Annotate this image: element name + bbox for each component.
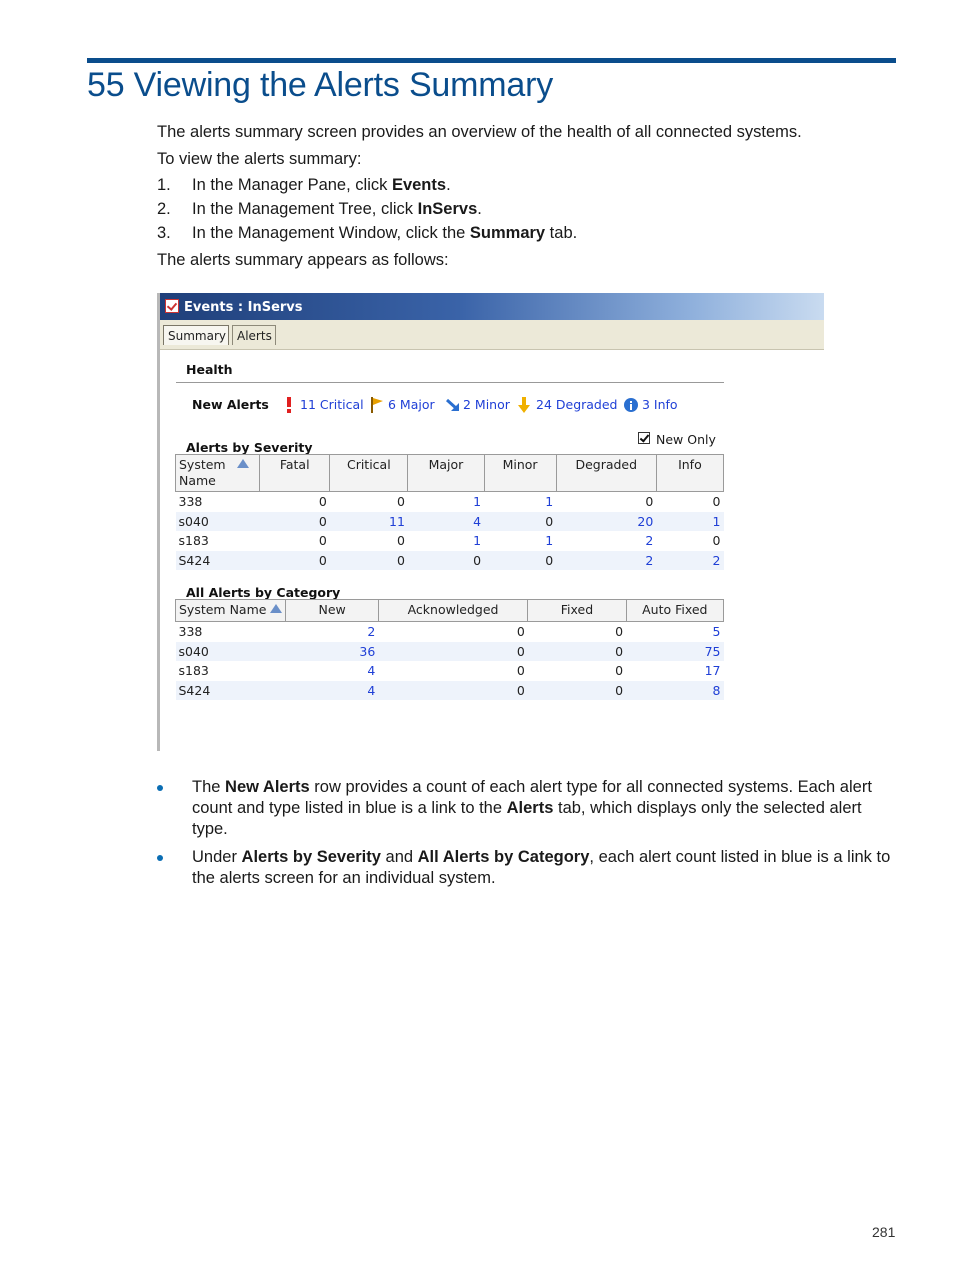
cell-info: 0: [712, 494, 721, 510]
step-bold: Events: [391, 176, 447, 194]
cell-system-name: s183: [178, 663, 209, 679]
step-1: [157, 176, 451, 195]
step-text-end: .: [446, 176, 451, 194]
cell-critical: 0: [396, 494, 405, 510]
table-row: [176, 551, 724, 571]
step-number: 2.: [157, 200, 171, 218]
health-divider: [176, 382, 724, 383]
cell-system-name: s040: [176, 512, 260, 532]
column-header-new[interactable]: New: [286, 600, 378, 622]
window-title: Events : InServs: [184, 300, 303, 315]
sort-ascending-icon: [237, 459, 249, 468]
new-alerts-label: New Alerts: [192, 397, 269, 412]
arrow-down-icon: [518, 397, 530, 413]
to-view-text: To view the alerts summary:: [157, 150, 362, 168]
cell-info: 0: [712, 533, 721, 549]
tab-alerts[interactable]: Alerts: [232, 325, 276, 345]
column-header-minor[interactable]: Minor: [484, 455, 556, 492]
step-text: In the Management Tree, click: [192, 200, 418, 218]
cell-degraded-link[interactable]: 2: [556, 551, 656, 571]
table-row: [176, 681, 724, 701]
table-row: [176, 642, 724, 662]
alerts-summary-screenshot: [157, 293, 824, 751]
table-row: [176, 512, 724, 532]
bullet-dot: [157, 785, 163, 791]
severity-header-row: [176, 455, 724, 492]
tab-strip: [160, 320, 824, 350]
column-header-major[interactable]: Major: [408, 455, 484, 492]
table-row: [176, 531, 724, 551]
category-header-row: [176, 600, 724, 622]
cell-system-name: 338: [178, 624, 203, 640]
page-number: 281: [872, 1224, 896, 1240]
category-table: [175, 599, 724, 700]
cell-system-name: s183: [178, 533, 209, 549]
flag-icon: [370, 397, 383, 413]
step-bold: Summary: [469, 224, 546, 242]
step-bold: InServs: [417, 200, 478, 218]
exclamation-icon: [284, 397, 294, 413]
column-header-acknowledged[interactable]: Acknowledged: [378, 600, 527, 622]
summary-panel: [160, 350, 824, 751]
table-row: [176, 622, 724, 642]
cell-acknowledged: 0: [516, 663, 525, 679]
minor-alert-link[interactable]: 2 Minor: [463, 397, 510, 412]
cell-acknowledged: 0: [516, 624, 525, 640]
step-text: In the Manager Pane, click: [192, 176, 392, 194]
column-header-fatal[interactable]: Fatal: [260, 455, 330, 492]
column-header-degraded[interactable]: Degraded: [556, 455, 656, 492]
bullet-dot: [157, 855, 163, 861]
cell-major-link[interactable]: 1: [473, 494, 482, 510]
cell-auto-fixed-link[interactable]: 5: [712, 624, 721, 640]
all-alerts-by-category-label: All Alerts by Category: [186, 585, 341, 600]
column-header-critical[interactable]: Critical: [330, 455, 408, 492]
cell-new-link[interactable]: 2: [367, 624, 376, 640]
cell-new-link[interactable]: 4: [367, 663, 376, 679]
new-only-label: New Only: [656, 432, 716, 447]
cell-fatal: 0: [318, 494, 327, 510]
cell-system-name: S424: [176, 551, 260, 571]
top-rule: [87, 58, 896, 63]
bullet-text: The New Alerts row provides a count of each alert type for all connected systems. Each alert count and type listed in blue is a link to the Alerts tab, which displays only the selected alert type.: [192, 778, 872, 838]
cell-minor: 0: [484, 551, 556, 571]
cell-degraded: 0: [645, 494, 654, 510]
cell-fatal: 0: [260, 551, 330, 571]
cell-degraded-link[interactable]: 20: [556, 512, 656, 532]
column-header-fixed[interactable]: Fixed: [528, 600, 626, 622]
bullet-text: Under Alerts by Severity and All Alerts by Category, each alert count listed in blue is a link to the alerts screen for an individual system.: [192, 848, 891, 887]
cell-new-link[interactable]: 36: [286, 642, 378, 662]
cell-auto-fixed-link[interactable]: 17: [704, 663, 721, 679]
cell-fixed: 0: [615, 663, 624, 679]
cell-critical: 0: [396, 533, 405, 549]
cell-system-name: 338: [178, 494, 203, 510]
cell-fixed: 0: [528, 642, 626, 662]
cell-minor-link[interactable]: 1: [545, 494, 554, 510]
major-alert-link[interactable]: 6 Major: [388, 397, 435, 412]
cell-new-link[interactable]: 4: [286, 681, 378, 701]
cell-fatal: 0: [260, 512, 330, 532]
appears-text: The alerts summary appears as follows:: [157, 251, 449, 269]
page-title: 55 Viewing the Alerts Summary: [87, 66, 554, 104]
cell-major-link[interactable]: 4: [408, 512, 484, 532]
cell-fatal: 0: [318, 533, 327, 549]
cell-major-link[interactable]: 1: [473, 533, 482, 549]
step-number: 3.: [157, 224, 171, 242]
alerts-by-severity-label: Alerts by Severity: [186, 440, 313, 455]
intro-text: The alerts summary screen provides an overview of the health of all connected systems.: [157, 123, 802, 141]
step-2: [157, 200, 482, 219]
cell-acknowledged: 0: [378, 681, 527, 701]
cell-info-link[interactable]: 2: [656, 551, 723, 571]
cell-minor-link[interactable]: 1: [545, 533, 554, 549]
health-label: Health: [186, 362, 233, 377]
new-alerts-row: [160, 397, 824, 415]
severity-table: [175, 454, 724, 570]
cell-degraded-link[interactable]: 2: [645, 533, 654, 549]
table-row: [176, 492, 724, 512]
arrow-down-right-icon: [446, 398, 460, 412]
cell-fixed: 0: [528, 681, 626, 701]
cell-critical-link[interactable]: 11: [330, 512, 408, 532]
window-titlebar: [160, 293, 824, 320]
step-text-end: .: [477, 200, 482, 218]
step-text-end: tab.: [545, 224, 578, 242]
column-header-system-name[interactable]: System Name: [176, 455, 260, 492]
cell-info-link[interactable]: 1: [656, 512, 723, 532]
step-3: [157, 224, 577, 243]
critical-alert-link[interactable]: 11 Critical: [300, 397, 364, 412]
cell-auto-fixed-link[interactable]: 8: [626, 681, 723, 701]
cell-auto-fixed-link[interactable]: 75: [626, 642, 723, 662]
tab-summary[interactable]: Summary: [163, 325, 229, 345]
cell-minor: 0: [484, 512, 556, 532]
events-app-icon: [165, 299, 179, 313]
info-icon: [624, 398, 638, 412]
step-text: In the Management Window, click the: [192, 224, 470, 242]
step-number: 1.: [157, 176, 171, 194]
cell-major: 0: [408, 551, 484, 571]
column-header-system-name[interactable]: System Name: [176, 600, 286, 622]
column-header-info[interactable]: Info: [656, 455, 723, 492]
new-only-checkbox[interactable]: [638, 432, 650, 444]
cell-system-name: S424: [176, 681, 286, 701]
cell-acknowledged: 0: [378, 642, 527, 662]
cell-fixed: 0: [615, 624, 624, 640]
table-row: [176, 661, 724, 681]
degraded-alert-link[interactable]: 24 Degraded: [536, 397, 618, 412]
info-alert-link[interactable]: 3 Info: [642, 397, 678, 412]
column-header-auto-fixed[interactable]: Auto Fixed: [626, 600, 723, 622]
cell-system-name: s040: [176, 642, 286, 662]
sort-ascending-icon: [270, 604, 282, 613]
cell-critical: 0: [330, 551, 408, 571]
